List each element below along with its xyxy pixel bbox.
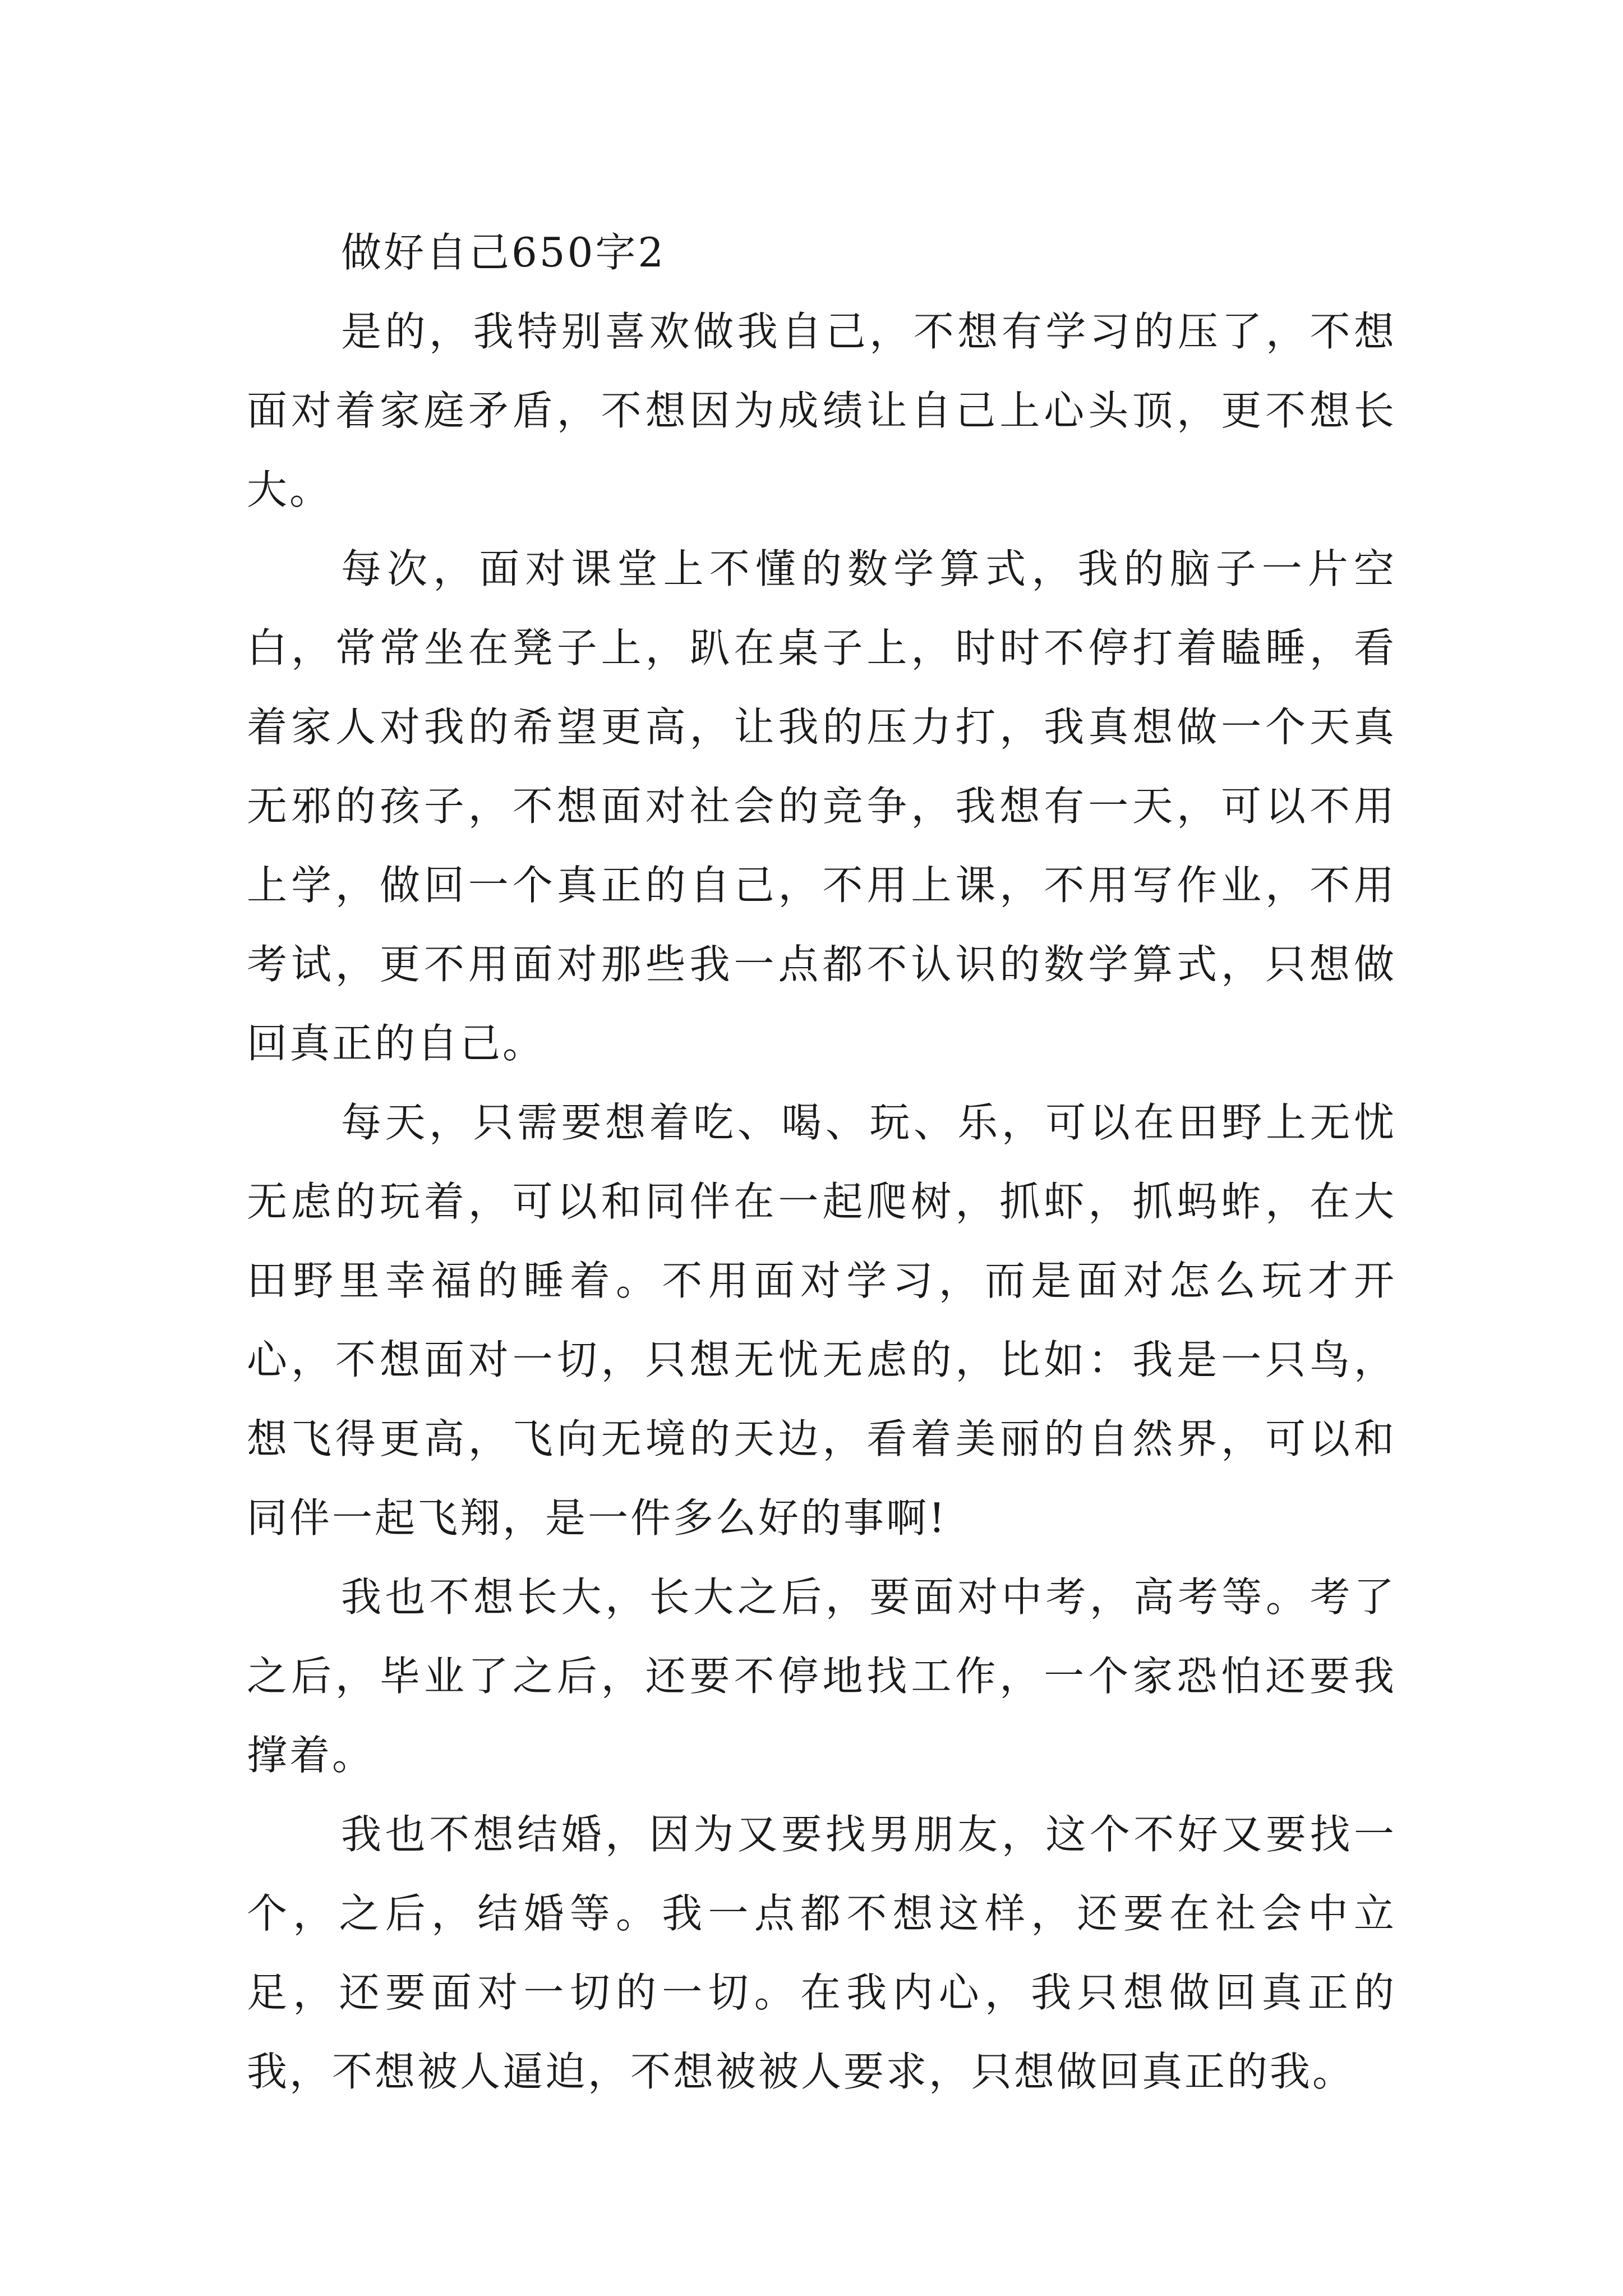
- paragraph-4: 我也不想长大，长大之后，要面对中考，高考等。考了之后，毕业了之后，还要不停地找工作，一个家恐怕还要我撑着。: [247, 1573, 1396, 1779]
- paragraph-5: 我也不想结婚，因为又要找男朋友，这个不好又要找一个，之后，结婚等。我一点都不想这样，还要在社会中立足，还要面对一切的一切。在我内心，我只想做回真正的我，不想被人逼迫，不想被被人要求，只想做回真正的我。: [247, 1811, 1396, 2095]
- document-body: [247, 213, 1396, 2111]
- paragraph-2: 每次，面对课堂上不懂的数学算式，我的脑子一片空白，常常坐在凳子上，趴在桌子上，时时不停打着瞌睡，看着家人对我的希望更高，让我的压力打，我真想做一个天真无邪的孩子，不想面对社会的竞争，我想有一天，可以不用上学，做回一个真正的自己，不用上课，不用写作业，不用考试，更不用面对那些我一点都不认识的数学算式，只想做回真正的自己。: [247, 545, 1396, 1067]
- paragraph-1: 是的，我特别喜欢做我自己，不想有学习的压了，不想面对着家庭矛盾，不想因为成绩让自己上心头顶，更不想长大。: [247, 308, 1396, 513]
- document-title: 做好自己650字2: [341, 229, 666, 276]
- paragraph-3: 每天，只需要想着吃、喝、玩、乐，可以在田野上无忧无虑的玩着，可以和同伴在一起爬树，抓虾，抓蚂蚱，在大田野里幸福的睡着。不用面对学习，而是面对怎么玩才开心，不想面对一切，只想无忧无虑的，比如：我是一只鸟，想飞得更高，飞向无境的天边，看着美丽的自然界，可以和同伴一起飞翔，是一件多么好的事啊!: [247, 1099, 1396, 1542]
